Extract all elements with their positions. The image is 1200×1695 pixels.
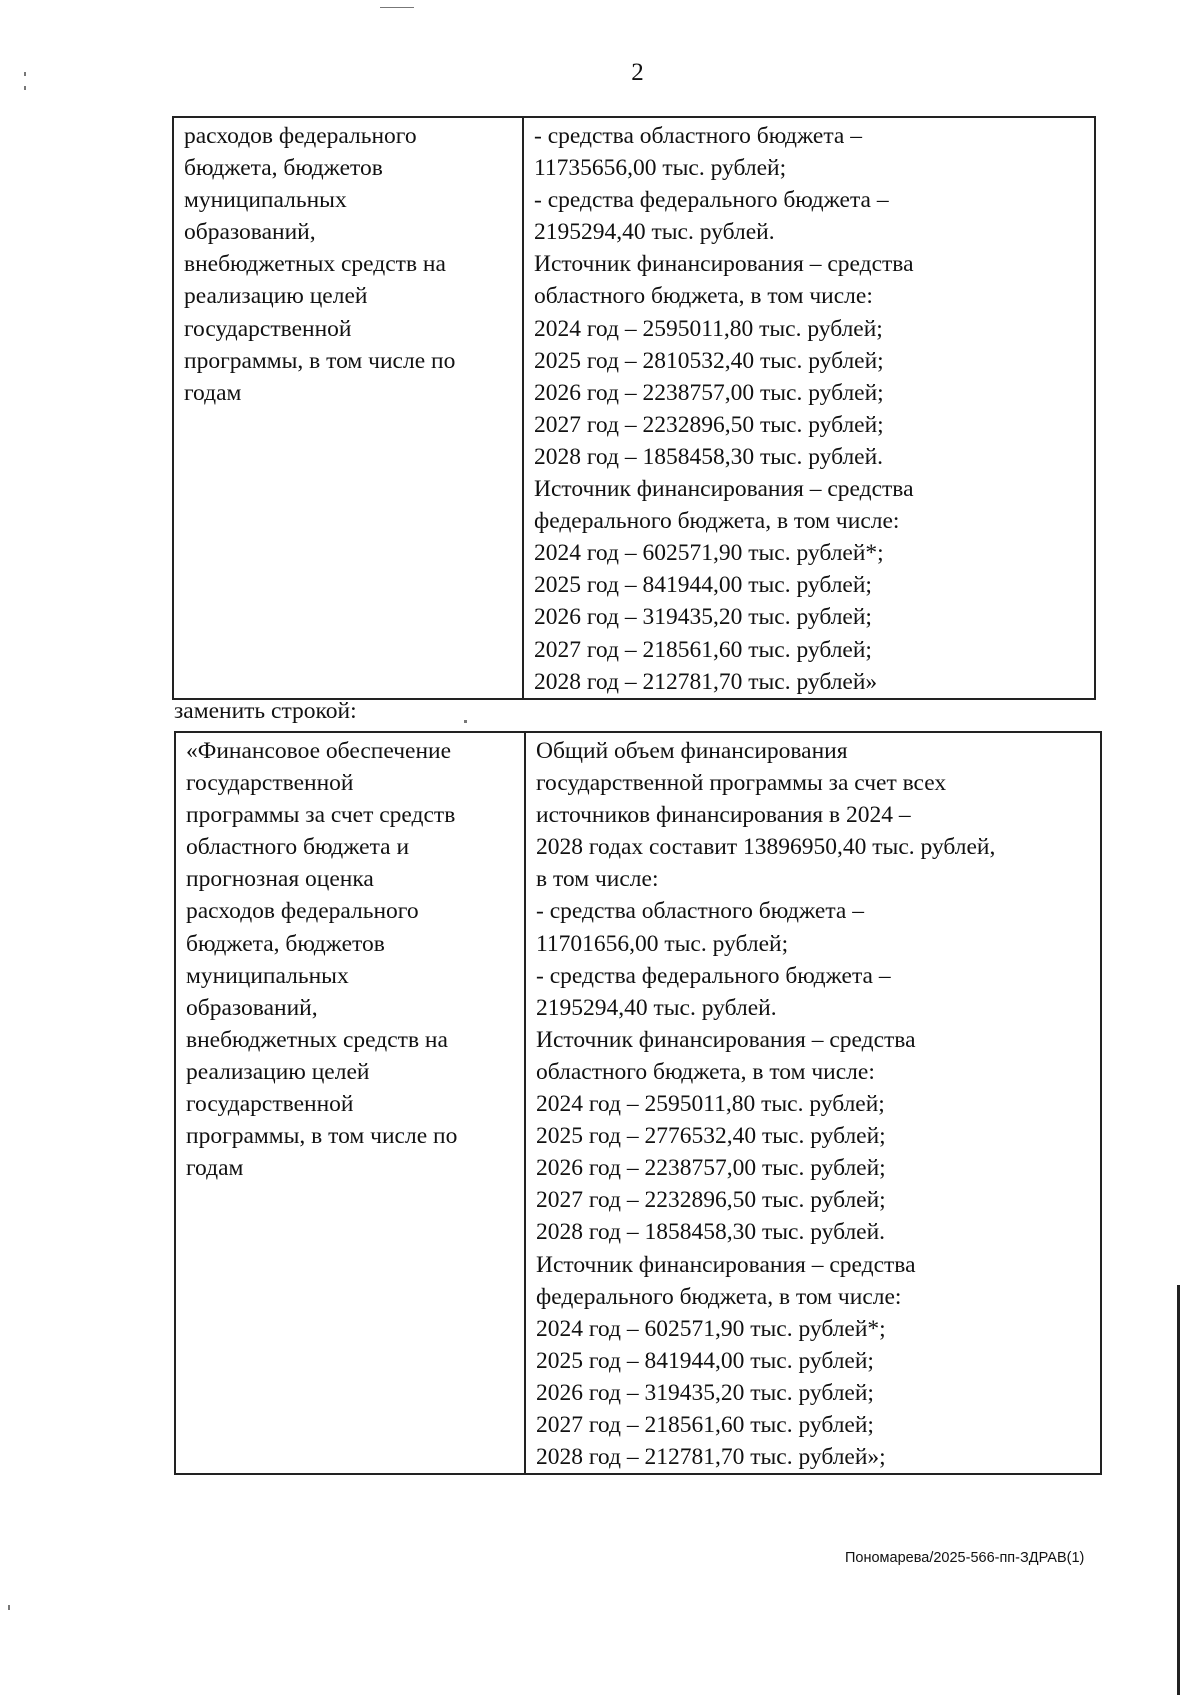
text-line: в том числе: [536,866,659,893]
text-line: внебюджетных средств на [184,251,446,278]
text-line: 2028 год – 1858458,30 тыс. рублей. [536,1219,886,1246]
text-line: программы за счет средств [186,802,456,829]
row-label-cell [173,117,523,699]
text-line: бюджета, бюджетов [186,930,385,957]
table-row [173,117,1095,699]
text-line: 2024 год – 602571,90 тыс. рублей*; [536,1315,886,1342]
row-value-cell [525,732,1101,1474]
text-line: Источник финансирования – средства [534,476,914,503]
text-line: годам [184,379,242,406]
text-line: 2027 год – 218561,60 тыс. рублей; [534,636,872,663]
text-line: 2195294,40 тыс. рублей. [534,219,775,246]
row-value-lines [534,120,1086,698]
text-line: 2195294,40 тыс. рублей. [536,994,777,1021]
text-line: образований, [184,219,316,246]
row-label-cell [175,732,525,1474]
text-line: 2026 год – 319435,20 тыс. рублей; [536,1379,874,1406]
text-line: 11735656,00 тыс. рублей; [534,155,787,182]
text-line: реализацию целей [186,1058,370,1085]
text-line: бюджета, бюджетов [184,155,383,182]
text-line: 2024 год – 2595011,80 тыс. рублей; [536,1091,885,1118]
text-line: областного бюджета, в том числе: [536,1058,875,1085]
text-line: - средства федерального бюджета – [534,187,889,214]
text-line: Источник финансирования – средства [536,1026,916,1053]
text-line: реализацию целей [184,283,368,310]
scan-speck [24,72,26,76]
scan-edge-line [1177,1285,1180,1695]
text-line: 2028 годах составит 13896950,40 тыс. рублей, [536,834,996,861]
text-line: Источник финансирования – средства [536,1251,916,1278]
document-code: Пономарева/2025-566-пп-ЗДРАВ(1) [845,1550,1085,1566]
text-line: расходов федерального [186,898,419,925]
text-line: 2025 год – 2776532,40 тыс. рублей; [536,1123,886,1150]
table-row [175,732,1101,1474]
text-line: Общий объем финансирования [536,738,848,764]
text-line: федерального бюджета, в том числе: [536,1283,902,1310]
text-line: 2028 год – 212781,70 тыс. рублей» [534,668,878,695]
text-line: 2024 год – 602571,90 тыс. рублей*; [534,540,884,567]
row-value-lines [536,735,1092,1473]
text-line: 2024 год – 2595011,80 тыс. рублей; [534,315,883,342]
text-line: муниципальных [186,962,349,989]
text-line: - средства областного бюджета – [536,898,864,925]
text-line: расходов федерального [184,123,417,149]
row-label-lines [186,735,516,1184]
text-line: 11701656,00 тыс. рублей; [536,930,789,957]
text-line: 2026 год – 2238757,00 тыс. рублей; [536,1155,886,1182]
text-line: областного бюджета и [186,834,410,861]
row-label-lines [184,120,514,409]
text-line: государственной [184,315,352,342]
text-line: 2025 год – 2810532,40 тыс. рублей; [534,347,884,374]
text-line: 2025 год – 841944,00 тыс. рублей; [534,572,872,599]
text-line: прогнозная оценка [186,866,374,893]
text-line: внебюджетных средств на [186,1026,448,1053]
text-line: 2026 год – 319435,20 тыс. рублей; [534,604,872,631]
text-line: образований, [186,994,318,1021]
text-line: годам [186,1155,244,1182]
replace-note: заменить строкой: [174,698,357,724]
text-line: государственной программы за счет всех [536,770,947,797]
financing-table-old [172,116,1096,700]
text-line: источников финансирования в 2024 – [536,802,911,829]
text-line: 2028 год – 1858458,30 тыс. рублей. [534,443,884,470]
text-line: 2028 год – 212781,70 тыс. рублей»; [536,1444,886,1471]
text-line: федерального бюджета, в том числе: [534,508,900,535]
text-line: - средства областного бюджета – [534,123,862,149]
row-value-cell [523,117,1095,699]
financing-table-new [174,731,1102,1475]
text-line: 2027 год – 2232896,50 тыс. рублей; [536,1187,886,1214]
text-line: муниципальных [184,187,347,214]
text-line: программы, в том числе по [184,347,456,374]
text-line: «Финансовое обеспечение [186,738,452,764]
text-line: Источник финансирования – средства [534,251,914,278]
scan-speck [24,86,26,90]
text-line: - средства федерального бюджета – [536,962,891,989]
scan-speck [8,1605,10,1610]
text-line: 2025 год – 841944,00 тыс. рублей; [536,1347,874,1374]
text-line: программы, в том числе по [186,1123,458,1150]
page-number: 2 [631,59,644,86]
scan-speck [464,720,467,723]
text-line: государственной [186,1091,354,1118]
text-line: 2026 год – 2238757,00 тыс. рублей; [534,379,884,406]
text-line: 2027 год – 218561,60 тыс. рублей; [536,1411,874,1438]
text-line: 2027 год – 2232896,50 тыс. рублей; [534,411,884,438]
scan-speck [380,7,414,8]
text-line: государственной [186,770,354,797]
text-line: областного бюджета, в том числе: [534,283,873,310]
